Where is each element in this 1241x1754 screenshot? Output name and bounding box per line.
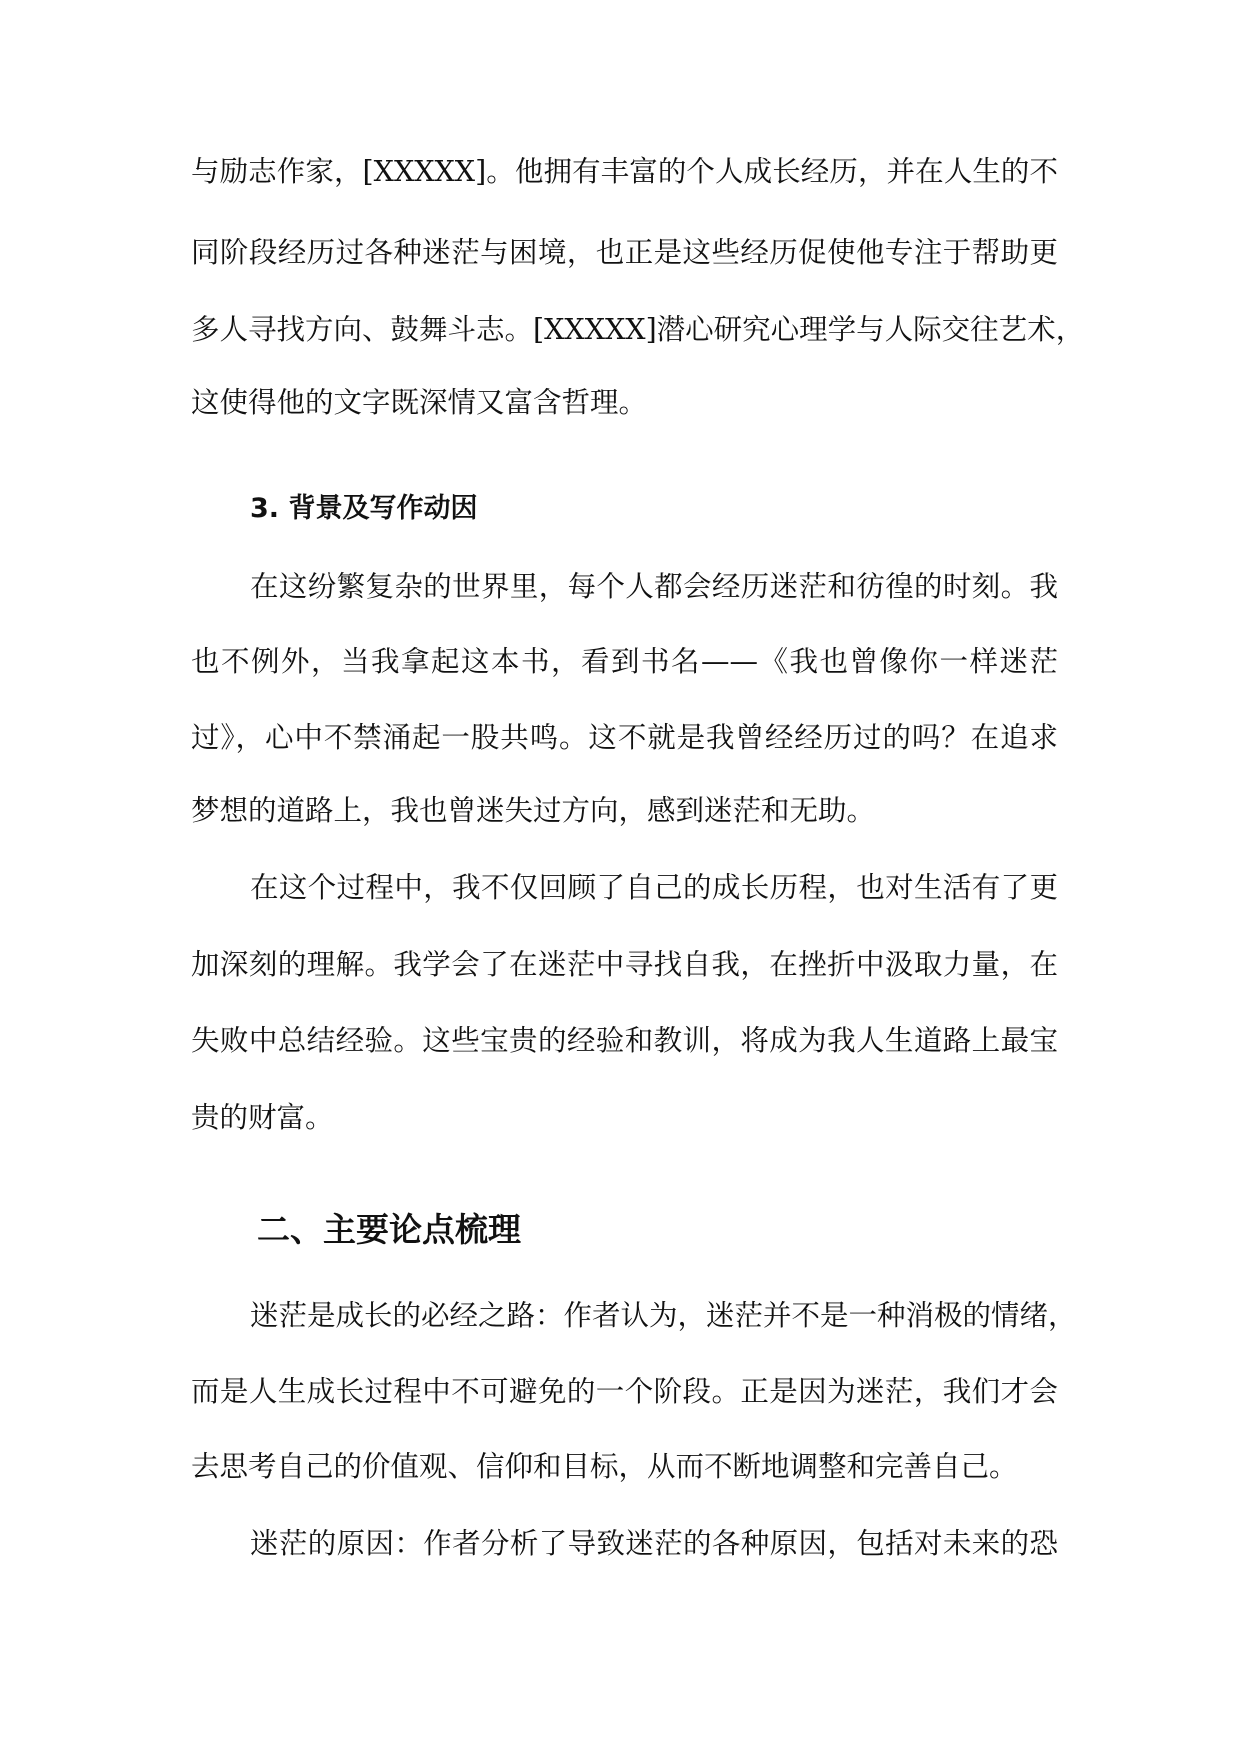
section-heading-arguments: 二、主要论点梳理 (257, 1210, 521, 1249)
text-line: 迷茫是成长的必经之路：作者认为，迷茫并不是一种消极的情绪， (250, 1299, 1077, 1332)
text-line: 同阶段经历过各种迷茫与困境，也正是这些经历促使他专注于帮助更 (191, 236, 1058, 269)
text-line: 也不例外，当我拿起这本书，看到书名——《我也曾像你一样迷茫 (191, 645, 1058, 678)
text-line: 贵的财富。 (191, 1101, 334, 1134)
text-line: 多人寻找方向、鼓舞斗志。[XXXXX]潜心研究心理学与人际交往艺术， (191, 313, 1085, 346)
text-line: 在这纷繁复杂的世界里，每个人都会经历迷茫和彷徨的时刻。我 (250, 570, 1058, 603)
text-line: 这使得他的文字既深情又富含哲理。 (191, 386, 648, 419)
text-line: 而是人生成长过程中不可避免的一个阶段。正是因为迷茫，我们才会 (191, 1375, 1058, 1408)
text-line: 迷茫的原因：作者分析了导致迷茫的各种原因，包括对未来的恐 (250, 1527, 1058, 1560)
text-line: 过》，心中不禁涌起一股共鸣。这不就是我曾经经历过的吗？在追求 (191, 721, 1058, 754)
text-line: 在这个过程中，我不仅回顾了自己的成长历程，也对生活有了更 (250, 871, 1058, 904)
text-line: 失败中总结经验。这些宝贵的经验和教训，将成为我人生道路上最宝 (191, 1024, 1058, 1057)
section-heading-background: 3. 背景及写作动因 (250, 493, 478, 524)
text-line: 梦想的道路上，我也曾迷失过方向，感到迷茫和无助。 (191, 794, 876, 827)
text-line: 加深刻的理解。我学会了在迷茫中寻找自我，在挫折中汲取力量，在 (191, 948, 1058, 981)
text-line: 去思考自己的价值观、信仰和目标，从而不断地调整和完善自己。 (191, 1450, 1018, 1483)
text-line: 与励志作家，[XXXXX]。他拥有丰富的个人成长经历，并在人生的不 (191, 155, 1058, 188)
